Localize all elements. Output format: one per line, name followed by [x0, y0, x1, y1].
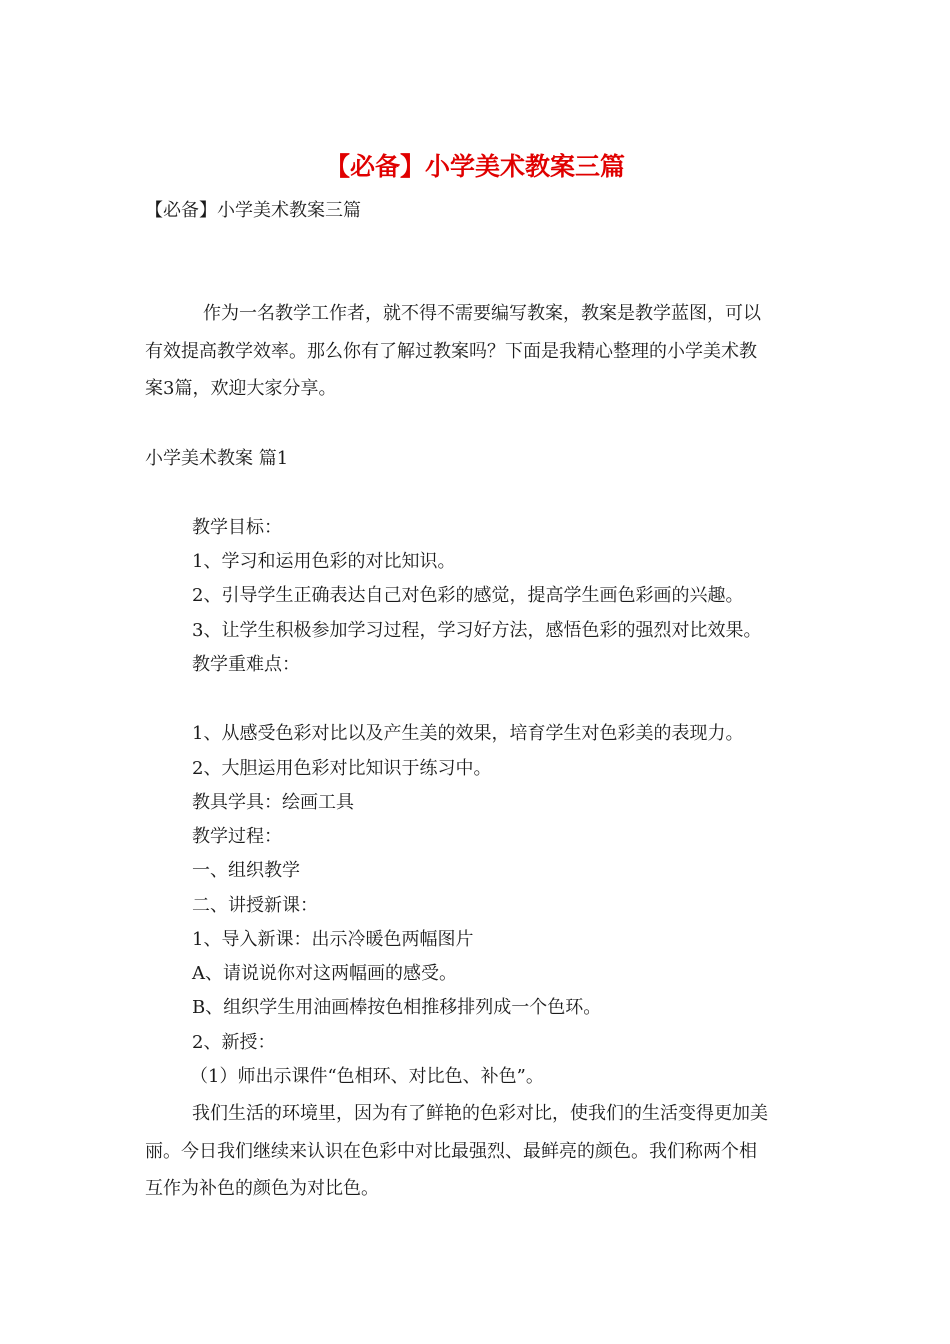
document-title: 【必备】小学美术教案三篇 — [324, 152, 625, 181]
body-line: 1、导入新课：出示冷暖色两幅图片 — [192, 929, 474, 950]
body-line: 教具学具：绘画工具 — [192, 792, 354, 813]
body-line: （1）师出示课件“色相环、对比色、补色”。 — [190, 1066, 544, 1087]
intro-line-1: 作为一名教学工作者，就不得不需要编写教案，教案是教学蓝图，可以 — [203, 303, 761, 324]
body-line: 3、让学生积极参加学习过程，学习好方法，感悟色彩的强烈对比效果。 — [192, 620, 762, 641]
body-line: 2、新授： — [192, 1032, 276, 1053]
body-line: 我们生活的环境里，因为有了鲜艳的色彩对比，使我们的生活变得更加美 — [192, 1103, 768, 1124]
body-line: 丽。今日我们继续来认识在色彩中对比最强烈、最鲜亮的颜色。我们称两个相 — [145, 1141, 757, 1162]
intro-line-3: 案3篇，欢迎大家分享。 — [145, 378, 337, 399]
body-line: 二、讲授新课： — [192, 895, 318, 916]
body-line: 教学重难点： — [192, 654, 300, 675]
body-line: 2、大胆运用色彩对比知识于练习中。 — [192, 758, 492, 779]
body-line: 教学过程： — [192, 826, 282, 847]
document-subtitle: 【必备】小学美术教案三篇 — [145, 200, 361, 221]
body-line: A、请说说你对这两幅画的感受。 — [192, 963, 457, 984]
section-heading: 小学美术教案 篇1 — [145, 448, 289, 469]
body-line: 互作为补色的颜色为对比色。 — [145, 1178, 379, 1199]
body-line: 教学目标： — [192, 517, 282, 538]
body-line: B、组织学生用油画棒按色相推移排列成一个色环。 — [192, 997, 602, 1018]
body-line: 2、引导学生正确表达自己对色彩的感觉，提高学生画色彩画的兴趣。 — [192, 585, 744, 606]
body-line: 一、组织教学 — [192, 860, 300, 881]
body-line: 1、从感受色彩对比以及产生美的效果，培育学生对色彩美的表现力。 — [192, 723, 744, 744]
body-line: 1、学习和运用色彩的对比知识。 — [192, 551, 456, 572]
intro-line-2: 有效提高教学效率。那么你有了解过教案吗？下面是我精心整理的小学美术教 — [145, 341, 757, 362]
